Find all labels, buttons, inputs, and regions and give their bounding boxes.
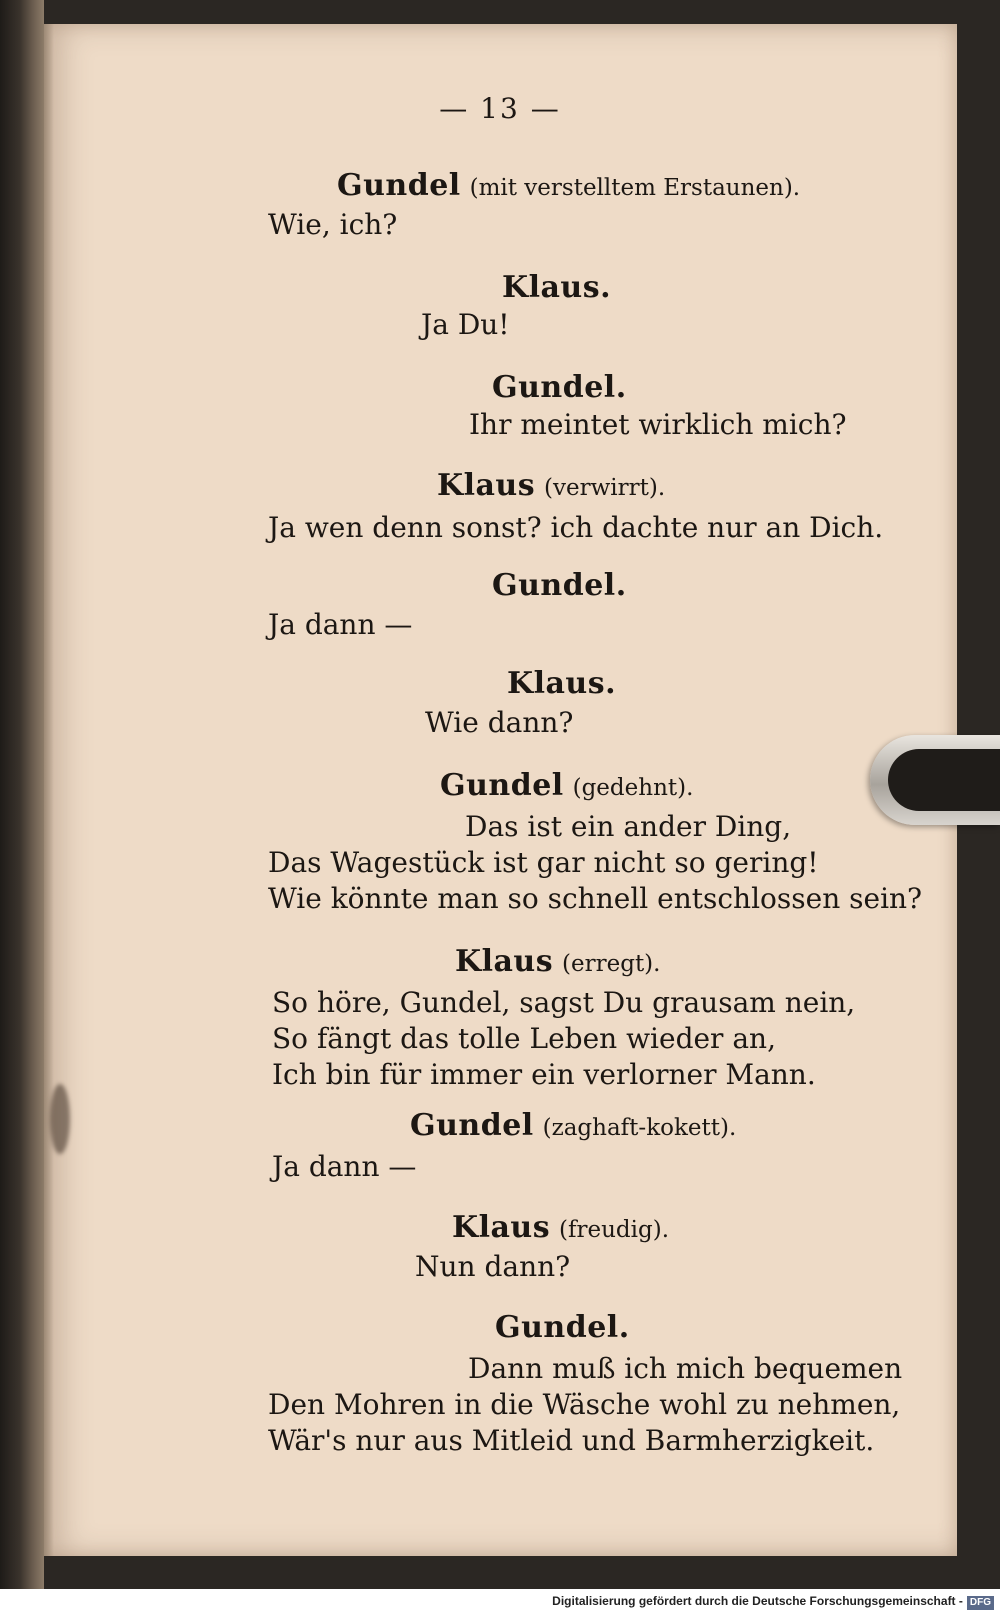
verse-line: Wie, ich?	[268, 208, 398, 241]
speaker-line: Klaus.	[507, 666, 617, 701]
speaker-line: Klaus.	[502, 270, 612, 305]
verse-line: Das ist ein ander Ding,	[465, 810, 792, 843]
verse-line: Ihr meintet wirklich mich?	[469, 408, 847, 441]
digitization-footer	[0, 1589, 1000, 1613]
verse-line: So höre, Gundel, sagst Du grausam nein,	[272, 986, 856, 1019]
page-stain	[50, 1084, 70, 1154]
speaker-line: Klaus (erregt).	[455, 944, 661, 979]
speaker-line: Gundel (gedehnt).	[440, 768, 694, 803]
footer-text: Digitalisierung gefördert durch die Deutsche Forschungsgemeinschaft -	[552, 1594, 963, 1608]
verse-line: Ja wen denn sonst? ich dachte nur an Dich.	[268, 511, 884, 544]
verse-line: Nun dann?	[415, 1250, 571, 1283]
speaker-line: Gundel.	[495, 1310, 630, 1345]
dfg-logo: DFG	[967, 1596, 994, 1610]
page-gutter-shadow	[44, 24, 54, 1556]
speaker-line: Klaus (verwirrt).	[437, 468, 666, 503]
verse-line: Ja Du!	[421, 308, 510, 341]
speaker-line: Gundel (mit verstelltem Erstaunen).	[337, 168, 801, 203]
book-spine	[0, 0, 44, 1613]
speaker-line: Klaus (freudig).	[452, 1210, 670, 1245]
verse-line: Ja dann —	[268, 608, 413, 641]
verse-line: Wie könnte man so schnell entschlossen sein?	[268, 882, 923, 915]
page-clip	[870, 735, 1000, 825]
verse-line: Wie dann?	[425, 706, 574, 739]
verse-line: Das Wagestück ist gar nicht so gering!	[268, 846, 819, 879]
page-number: — 13 —	[439, 92, 561, 125]
verse-line: Dann muß ich mich bequemen	[468, 1352, 903, 1385]
verse-line: Ich bin für immer ein verlorner Mann.	[272, 1058, 816, 1091]
speaker-line: Gundel (zaghaft-kokett).	[410, 1108, 737, 1143]
verse-line: Ja dann —	[272, 1150, 417, 1183]
speaker-line: Gundel.	[492, 568, 627, 603]
verse-line: Den Mohren in die Wäsche wohl zu nehmen,	[268, 1388, 901, 1421]
verse-line: Wär's nur aus Mitleid und Barmherzigkeit.	[268, 1424, 875, 1457]
verse-line: So fängt das tolle Leben wieder an,	[272, 1022, 776, 1055]
speaker-line: Gundel.	[492, 370, 627, 405]
